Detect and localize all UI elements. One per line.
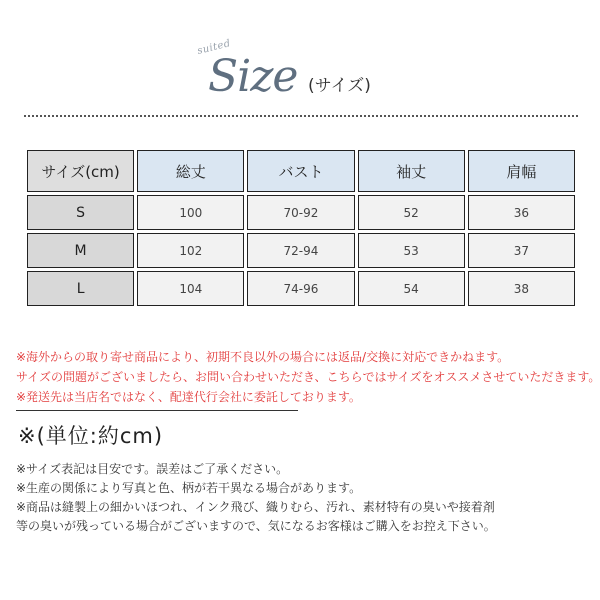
- header-total-length: 総丈: [137, 150, 244, 192]
- sleeve-value: 54: [358, 271, 465, 306]
- warning-note-line: サイズの問題がございましたら、お問い合わせいただき、こちらではサイズをオススメさせていただきます。: [16, 370, 600, 384]
- total-length-value: 104: [137, 271, 244, 306]
- size-label: M: [27, 233, 134, 268]
- bust-value: 70-92: [247, 195, 354, 230]
- table-row: [27, 233, 575, 268]
- warning-notes: [16, 347, 600, 407]
- unit-note: ※(単位:約cm): [18, 424, 164, 448]
- size-label: S: [27, 195, 134, 230]
- bust-value: 74-96: [247, 271, 354, 306]
- sleeve-value: 52: [358, 195, 465, 230]
- shoulder-value: 37: [468, 233, 575, 268]
- size-label: L: [27, 271, 134, 306]
- table-header-row: [27, 150, 575, 192]
- suited-script-text: suited: [196, 38, 232, 57]
- size-subtitle: (サイズ): [308, 76, 371, 96]
- total-length-value: 100: [137, 195, 244, 230]
- general-notes: [16, 460, 596, 536]
- general-note-line: 等の臭いが残っている場合がございますので、気になるお客様はご購入をお控え下さい。: [16, 519, 496, 533]
- header-size: サイズ(cm): [27, 150, 134, 192]
- header-bust: バスト: [247, 150, 354, 192]
- shoulder-value: 38: [468, 271, 575, 306]
- sleeve-value: 53: [358, 233, 465, 268]
- size-table-wrapper: [24, 147, 578, 309]
- table-row: [27, 195, 575, 230]
- warning-note-line: ※発送先は当店名ではなく、配達代行会社に委託しております。: [16, 390, 361, 404]
- size-table: [24, 147, 578, 309]
- warning-note-line: ※海外からの取り寄せ商品により、初期不良以外の場合には返品/交換に対応できかねます。: [16, 350, 510, 364]
- total-length-value: 102: [137, 233, 244, 268]
- bust-value: 72-94: [247, 233, 354, 268]
- header-sleeve: 袖丈: [358, 150, 465, 192]
- header: [0, 0, 600, 118]
- general-note-line: ※商品は縫製上の細かいほつれ、インク飛び、織りむら、汚れ、素材特有の臭いや接着剤: [16, 500, 495, 514]
- size-title: Size: [208, 51, 298, 102]
- unit-divider: [16, 410, 298, 411]
- shoulder-value: 36: [468, 195, 575, 230]
- general-note-line: ※サイズ表記は目安です。誤差はご了承ください。: [16, 462, 289, 476]
- dotted-divider: [24, 115, 578, 117]
- general-note-line: ※生産の関係により写真と色、柄が若干異なる場合があります。: [16, 481, 362, 495]
- table-row: [27, 271, 575, 306]
- header-shoulder: 肩幅: [468, 150, 575, 192]
